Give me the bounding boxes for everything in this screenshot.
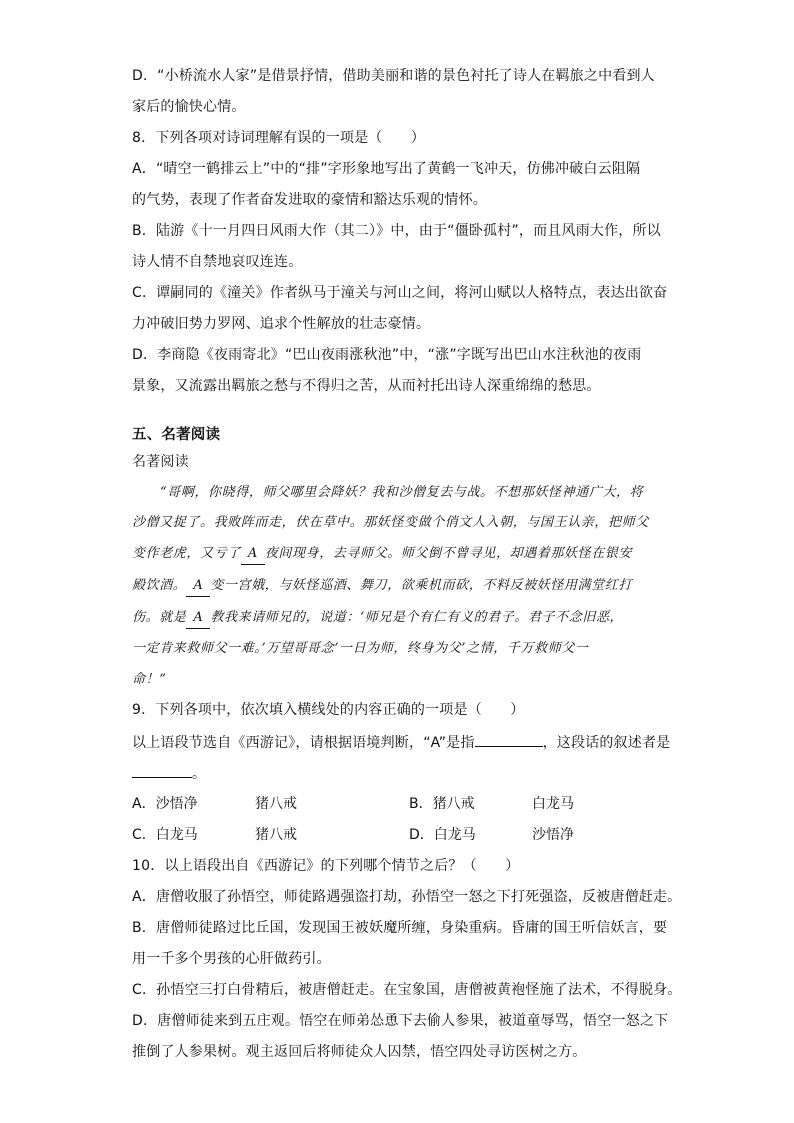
q9-line2-part2: ，这段话的叙述者是 — [542, 735, 671, 751]
passage-line5 — [132, 608, 623, 629]
passage-line3 — [132, 544, 632, 565]
q9-option-b: B．猪八戒 — [409, 796, 475, 812]
passage-line5-part2: 教我来请师兄的，说道：‘师兄是个有仁有义的君子。君子不念旧恶， — [210, 610, 624, 625]
passage-line2: 沙僧又捉了。我败阵而走，伏在草中。那妖怪变做个俏文人入朝，与国王认亲，把师父 — [132, 515, 649, 530]
q10-option-b-line1: B．唐僧师徒路过比丘国，发现国王被妖魔所缠，身染重病。昏庸的国王听信妖言，要 — [132, 920, 668, 936]
q7-option-d-line1: D．“小桥流水人家”是借景抒情，借助美丽和谐的景色衬托了诗人在羁旅之中看到人 — [132, 68, 655, 84]
q9-option-b-second: 白龙马 — [532, 796, 574, 812]
q8-option-b-line1: B．陆游《十一月四日风雨大作（其二）》中，由于“僵卧孤村”，而且风雨大作，所以 — [132, 223, 661, 239]
q10-option-b-line2: 用一千多个男孩的心肝做药引。 — [132, 951, 331, 967]
q10-option-d-line1: D．唐僧师徒来到五庄观。悟空在师弟怂恿下去偷人参果，被道童辱骂，悟空一怒之下 — [132, 1013, 669, 1029]
passage-blank-a: A — [186, 576, 210, 597]
passage-blank-a: A — [241, 544, 265, 565]
q9-answer-blank-2 — [132, 777, 192, 778]
q9-option-d-second: 沙悟净 — [532, 827, 574, 843]
q9-line2 — [132, 733, 670, 753]
passage-line4 — [132, 576, 632, 597]
q10-option-d-line2: 推倒了人参果树。观主返回后将师徒众人囚禁，悟空四处寻访医树之方。 — [132, 1044, 587, 1060]
q10-option-c: C．孙悟空三打白骨精后，被唐僧赶走。在宝象国，唐僧被黄袍怪施了法术，不得脱身。 — [132, 982, 682, 998]
section-subheading: 名著阅读 — [132, 454, 189, 470]
q9-option-a: A．沙悟净 — [132, 796, 198, 812]
q10-stem: 10．以上语段出自《西游记》的下列哪个情节之后？（ ） — [132, 858, 520, 874]
q8-option-a-line2: 的气势，表现了作者奋发进取的豪情和豁达乐观的情怀。 — [132, 192, 487, 208]
passage-line7: 命！” — [132, 672, 167, 687]
q9-line3-end: 。 — [192, 766, 207, 782]
q8-option-c-line1: C．谭嗣同的《潼关》作者纵马于潼关与河山之间，将河山赋以人格特点，表达出欲奋 — [132, 285, 668, 301]
q9-option-c-second: 猪八戒 — [255, 827, 297, 843]
passage-line3-part2: 夜间现身，去寻师父。师父倒不曾寻见，却遇着那妖怪在银安 — [264, 546, 633, 561]
q9-stem: 9．下列各项中，依次填入横线处的内容正确的一项是（ ） — [132, 702, 525, 718]
passage-line5-part1: 伤。就是 — [132, 610, 187, 625]
section-heading: 五、名著阅读 — [132, 427, 221, 443]
q9-line2-part1: 以上语段节选自《西游记》，请根据语境判断，“A”是指 — [132, 735, 475, 751]
passage-line1: “哥啊，你晓得，师父哪里会降妖？我和沙僧复去与战。不想那妖怪神通广大，将 — [160, 485, 644, 500]
q9-option-d: D．白龙马 — [409, 827, 476, 843]
q7-option-d-line2: 家后的愉快心情。 — [132, 99, 246, 115]
q8-option-b-line2: 诗人情不自禁地哀叹连连。 — [132, 254, 303, 270]
q8-option-d-line2: 景象，又流露出羁旅之愁与不得归之苦，从而衬托出诗人深重绵绵的愁思。 — [132, 378, 601, 394]
passage-line3-part1: 变作老虎，又亏了 — [132, 546, 241, 561]
passage-line4-part1: 殿饮酒。 — [132, 578, 187, 593]
q8-option-a-line1: A．“晴空一鹤排云上”中的“排”字形象地写出了黄鹤一飞冲天，仿佛冲破白云阻隔 — [132, 161, 641, 177]
passage-line6: 一定肯来救师父一难。’万望哥哥念‘一日为师，终身为父’之情，千万救师父一 — [132, 641, 589, 656]
passage-line4-part2: 变一宫娥，与妖怪巡酒、舞刀，欲乘机而砍，不料反被妖怪用满堂红打 — [210, 578, 633, 593]
q9-option-c: C．白龙马 — [132, 827, 198, 843]
q9-line3 — [132, 764, 206, 784]
q8-option-c-line2: 力冲破旧势力罗网、追求个性解放的壮志豪情。 — [132, 316, 431, 332]
q8-option-d-line1: D．李商隐《夜雨寄北》“巴山夜雨涨秋池”中，“涨”字既写出巴山水注秋池的夜雨 — [132, 347, 642, 363]
passage-blank-a: A — [186, 608, 210, 629]
q9-answer-blank-1 — [475, 746, 543, 747]
q8-stem: 8．下列各项对诗词理解有误的一项是（ ） — [132, 130, 426, 146]
q9-option-a-second: 猪八戒 — [255, 796, 297, 812]
q10-option-a: A．唐僧收服了孙悟空，师徒路遇强盗打劫，孙悟空一怒之下打死强盗，反被唐僧赶走。 — [132, 889, 682, 905]
